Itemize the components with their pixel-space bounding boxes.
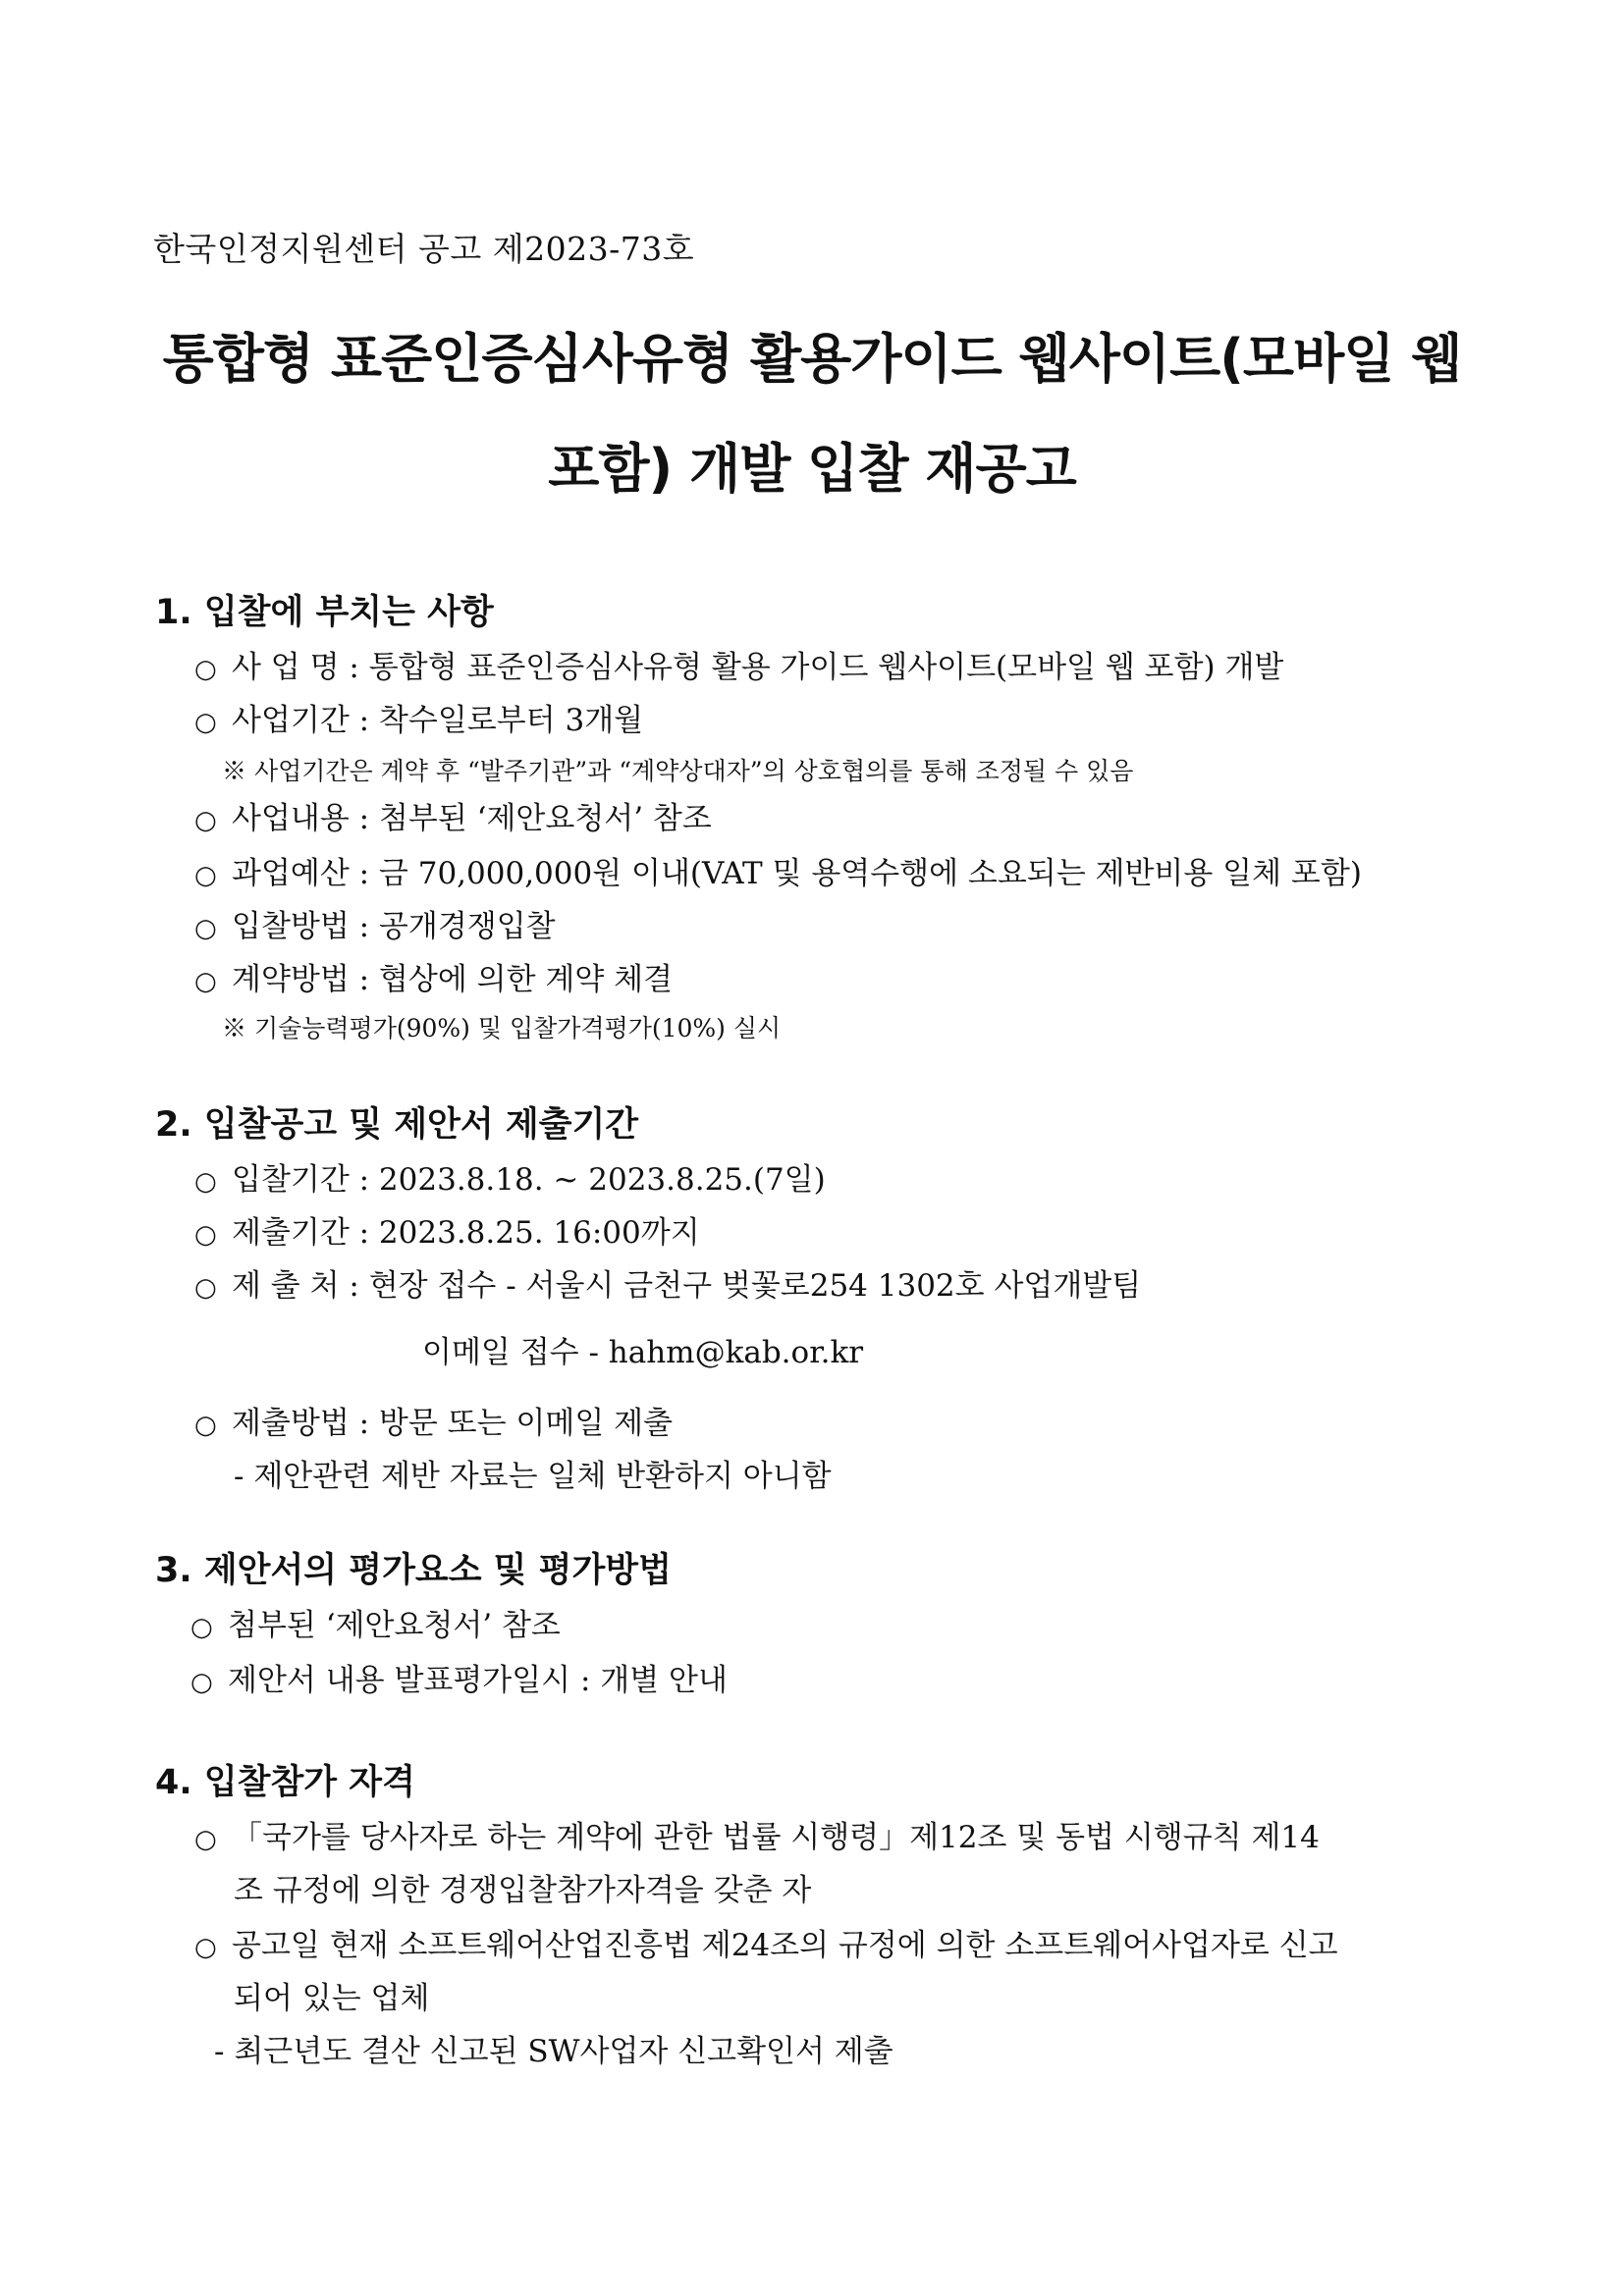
bullet-icon: ○ [194,708,217,737]
document-title [118,304,1506,524]
section-2-item: ○ 제출기간 : 2023.8.25. 16:00까지 [194,1215,700,1251]
bullet-icon: ○ [194,914,217,943]
section-2-heading: 2. 입찰공고 및 제안서 제출기간 [155,1105,639,1145]
section-1-item: ○ 과업예산 : 금 70,000,000원 이내(VAT 및 용역수행에 소요되는 제반비용 일체 포함) [194,856,1362,891]
bullet-icon: ○ [194,1825,217,1854]
section-3-heading: 3. 제안서의 평가요소 및 평가방법 [155,1551,672,1590]
section-1-note: ※ 사업기간은 계약 후 “발주기관”과 “계약상대자”의 상호협의를 통해 조정될 수 있음 [222,757,1134,785]
section-4-sub-note: - 최근년도 결산 신고된 SW사업자 신고확인서 제출 [214,2034,893,2069]
section-1-note: ※ 기술능력평가(90%) 및 입찰가격평가(10%) 실시 [222,1014,782,1042]
bullet-icon: ○ [194,967,217,996]
section-1-item: ○ 사 업 명 : 통합형 표준인증심사유형 활용 가이드 웹사이트(모바일 웹 포함) 개발 [194,650,1284,685]
section-1-item: ○ 사업기간 : 착수일로부터 3개월 [194,703,644,738]
bullet-icon: ○ [194,1273,217,1303]
bullet-icon: ○ [190,1668,213,1697]
bullet-icon: ○ [190,1613,213,1642]
bullet-icon: ○ [194,1220,217,1250]
section-4-heading: 4. 입찰참가 자격 [155,1763,415,1802]
section-2-item: ○ 제출방법 : 방문 또는 이메일 제출 [194,1406,674,1441]
notice-number: 한국인정지원센터 공고 제2023-73호 [153,230,695,268]
section-4-item: ○ 「국가를 당사자로 하는 계약에 관한 법률 시행령」제12조 및 동법 시행규칙 제14 [194,1820,1320,1855]
bullet-icon: ○ [194,1411,217,1440]
bullet-icon: ○ [194,1933,217,1962]
section-4-item-continuation: 조 규정에 의한 경쟁입찰참가자격을 갖춘 자 [234,1873,812,1908]
section-2-item: ○ 입찰기간 : 2023.8.18. ~ 2023.8.25.(7일) [194,1162,826,1198]
email-submission-line: 이메일 접수 - hahm@kab.or.kr [422,1335,864,1370]
bullet-icon: ○ [194,1167,217,1197]
title-line-2: 포함) 개발 입찰 재공고 [548,438,1076,500]
section-3-item: ○ 첨부된 ‘제안요청서’ 참조 [190,1608,561,1643]
bullet-icon: ○ [194,655,217,684]
bullet-icon: ○ [194,806,217,835]
section-4-item: ○ 공고일 현재 소프트웨어산업진흥법 제24조의 규정에 의한 소프트웨어사업자로 신고 [194,1928,1338,1963]
section-4-item-continuation: 되어 있는 업체 [234,1981,430,2016]
section-3-item: ○ 제안서 내용 발표평가일시 : 개별 안내 [190,1663,728,1698]
bullet-icon: ○ [194,861,217,890]
section-1-item: ○ 계약방법 : 협상에 의한 계약 체결 [194,962,674,997]
title-line-1: 통합형 표준인증심사유형 활용가이드 웹사이트(모바일 웹 [162,328,1462,390]
section-2-item: ○ 제 출 처 : 현장 접수 - 서울시 금천구 벚꽃로254 1302호 사업개발팀 [194,1268,1142,1304]
section-1-heading: 1. 입찰에 부치는 사항 [155,593,494,632]
section-2-sub-note: - 제안관련 제반 자료는 일체 반환하지 아니함 [234,1459,832,1494]
section-1-item: ○ 사업내용 : 첨부된 ‘제안요청서’ 참조 [194,801,712,836]
section-1-item: ○ 입찰방법 : 공개경쟁입찰 [194,909,556,944]
